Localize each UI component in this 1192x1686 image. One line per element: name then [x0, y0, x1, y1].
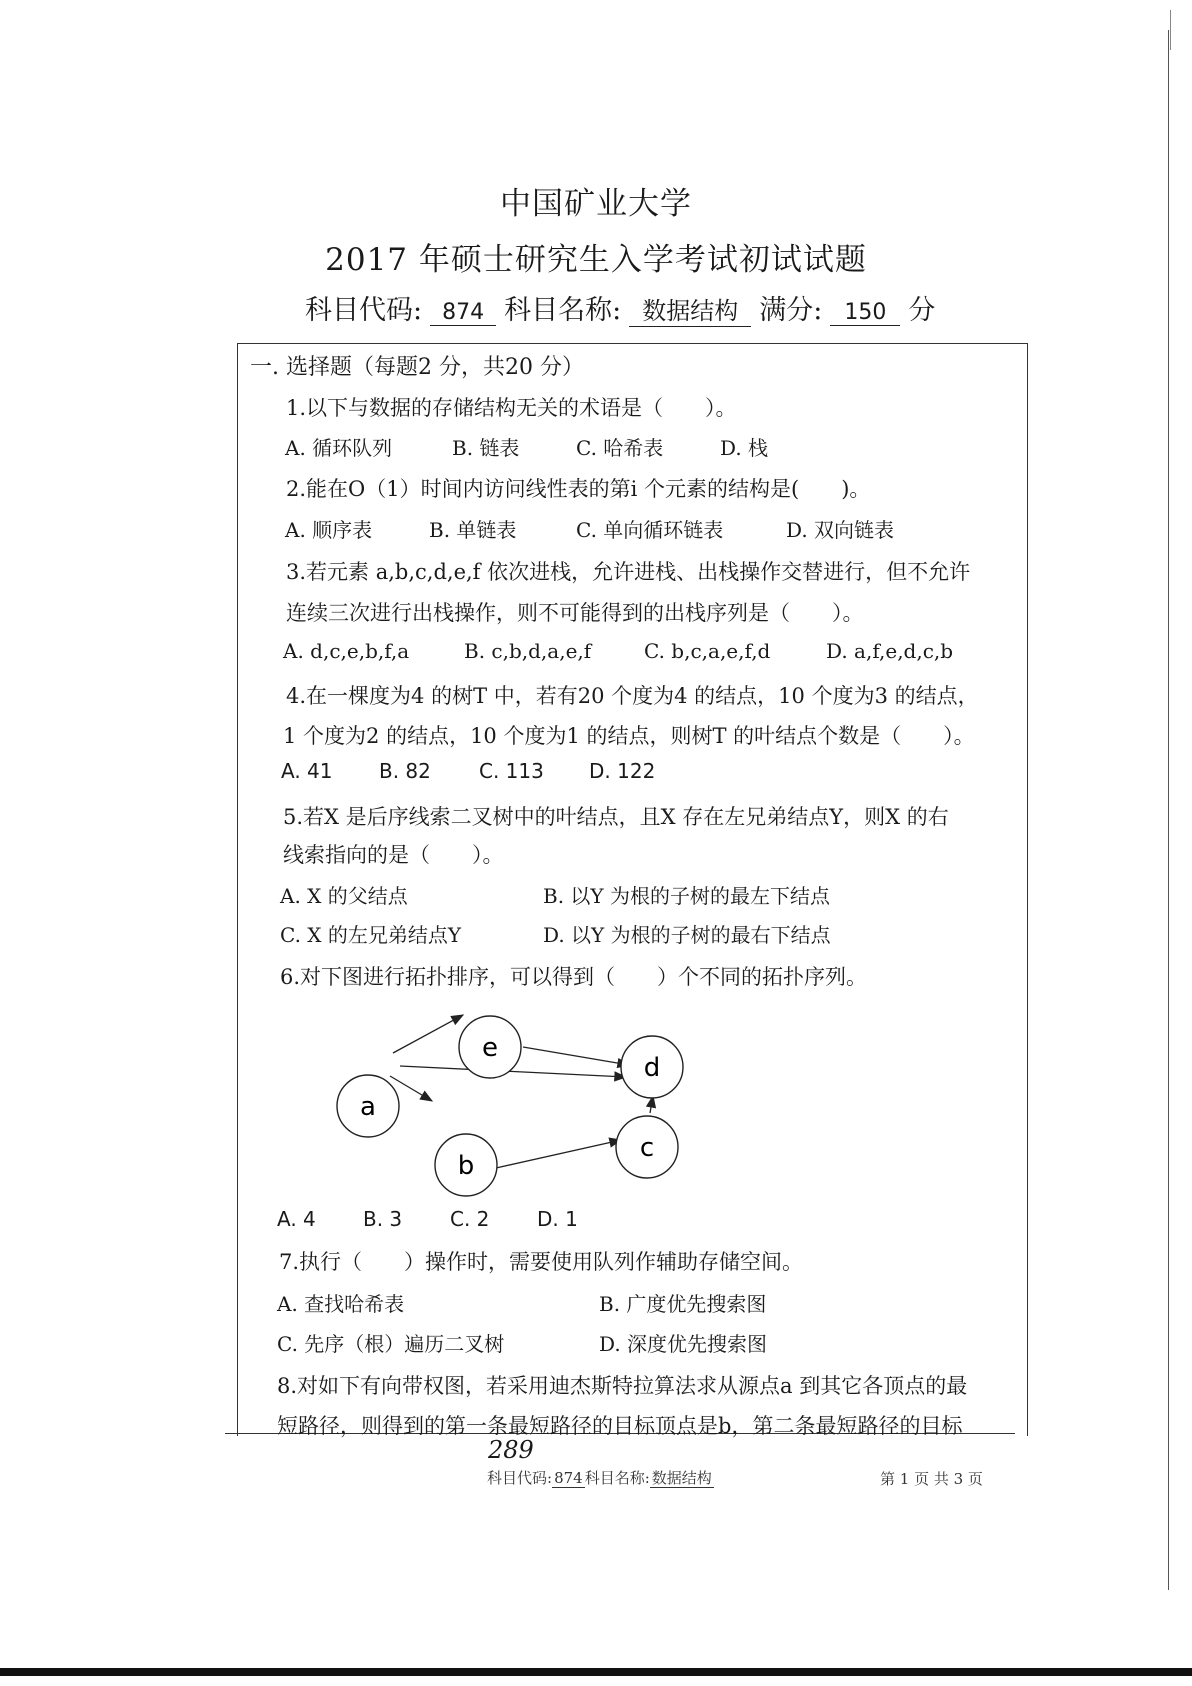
q4-stem-line2: 1 个度为2 的结点，10 个度为1 的结点，则树T 的叶结点个数是（ ）。 — [283, 724, 975, 748]
q2-option-a: A. 顺序表 — [285, 518, 373, 542]
q5-stem-line2: 线索指向的是（ ）。 — [283, 843, 504, 867]
q3-option-d: D. a,f,e,d,c,b — [826, 639, 954, 663]
q7-option-b: B. 广度优先搜索图 — [599, 1292, 767, 1316]
node-d — [621, 1036, 683, 1098]
q4-stem-line1: 4.在一棵度为4 的树T 中，若有20 个度为4 的结点，10 个度为3 的结点， — [286, 684, 979, 708]
q8-stem-line1: 8.对如下有向带权图，若采用迪杰斯特拉算法求从源点a 到其它各顶点的最 — [277, 1374, 968, 1398]
scan-bottom-edge — [0, 1668, 1192, 1676]
q3-option-c: C. b,c,a,e,f,d — [644, 639, 771, 663]
q7-stem: 7.执行（ ）操作时，需要使用队列作辅助存储空间。 — [279, 1250, 804, 1274]
q1-option-c: C. 哈希表 — [576, 436, 664, 460]
footer-page-info: 第 1 页 共 3 页 — [880, 1470, 983, 1488]
score-unit: 分 — [908, 295, 936, 326]
edge-e-d — [523, 1047, 629, 1065]
q1-option-d: D. 栈 — [720, 436, 769, 460]
q6-option-b: B. 3 — [363, 1207, 403, 1231]
q2-option-d: D. 双向链表 — [786, 518, 895, 542]
node-b — [435, 1134, 497, 1196]
node-d-label: d — [643, 1053, 661, 1083]
name-label: 科目名称: — [504, 295, 622, 326]
q5-option-d: D. 以Y 为根的子树的最右下结点 — [543, 923, 831, 947]
q4-option-b: B. 82 — [379, 759, 431, 783]
q7-option-a: A. 查找哈希表 — [277, 1292, 405, 1316]
footer-subject-info — [487, 1467, 714, 1488]
q3-option-a: A. d,c,e,b,f,a — [283, 639, 410, 663]
code-label: 科目代码: — [305, 295, 423, 326]
q6-option-c: C. 2 — [450, 1207, 490, 1231]
exam-title: 2017 年硕士研究生入学考试初试试题 — [325, 242, 867, 278]
node-e — [459, 1016, 521, 1078]
edge-a-e — [393, 1015, 463, 1053]
node-a — [337, 1075, 399, 1137]
score-value: 150 — [830, 300, 900, 326]
q6-option-a: A. 4 — [277, 1207, 316, 1231]
q4-option-d: D. 122 — [589, 759, 656, 783]
footer-name-value: 数据结构 — [651, 1469, 712, 1487]
q5-option-a: A. X 的父结点 — [280, 884, 408, 908]
q3-option-b: B. c,b,d,a,e,f — [464, 639, 592, 663]
q2-option-c: C. 单向循环链表 — [576, 518, 724, 542]
university-title: 中国矿业大学 — [500, 186, 692, 222]
node-b-label: b — [457, 1151, 475, 1181]
q7-option-c: C. 先序（根）遍历二叉树 — [277, 1332, 505, 1356]
node-c — [616, 1116, 678, 1178]
q5-option-c: C. X 的左兄弟结点Y — [280, 923, 462, 947]
footer-code-value: 874 — [554, 1469, 583, 1487]
subject-info-line — [305, 288, 935, 327]
score-label: 满分: — [759, 295, 823, 326]
q4-option-c: C. 113 — [479, 759, 544, 783]
q1-option-b: B. 链表 — [452, 436, 520, 460]
footer-name-label: 科目名称: — [584, 1469, 650, 1487]
q4-option-a: A. 41 — [281, 759, 333, 783]
edge-b-c — [496, 1140, 621, 1168]
q1-stem: 1.以下与数据的存储结构无关的术语是（ ）。 — [286, 396, 737, 420]
q3-stem-line1: 3.若元素 a,b,c,d,e,f 依次进栈，允许进栈、出栈操作交替进行，但不允许 — [286, 560, 971, 584]
code-value: 874 — [430, 300, 496, 326]
q1-option-a: A. 循环队列 — [285, 436, 393, 460]
topology-graph — [320, 1000, 720, 1210]
q3-stem-line2: 连续三次进行出栈操作，则不可能得到的出栈序列是（ ）。 — [286, 601, 864, 625]
node-c-label: c — [639, 1133, 655, 1163]
name-value: 数据结构 — [629, 291, 751, 327]
q7-option-d: D. 深度优先搜索图 — [599, 1332, 768, 1356]
section-title: 一. 选择题（每题2 分，共20 分） — [250, 355, 584, 380]
q5-option-b: B. 以Y 为根的子树的最左下结点 — [543, 884, 830, 908]
handwritten-page-number: 289 — [488, 1436, 534, 1464]
node-a-label: a — [360, 1092, 376, 1122]
q5-stem-line1: 5.若X 是后序线索二叉树中的叶结点，且X 存在左兄弟结点Y，则X 的右 — [283, 805, 949, 829]
q2-stem: 2.能在O（1）时间内访问线性表的第i 个元素的结构是( )。 — [286, 477, 871, 501]
node-e-label: e — [482, 1033, 498, 1063]
q8-stem-line2: 短路径，则得到的第一条最短路径的目标顶点是b，第二条最短路径的目标 — [277, 1414, 963, 1438]
q6-option-d: D. 1 — [537, 1207, 578, 1231]
footer-code-label: 科目代码: — [487, 1469, 553, 1487]
scan-edge-mark — [1170, 10, 1171, 50]
q2-option-b: B. 单链表 — [429, 518, 517, 542]
q6-stem: 6.对下图进行拓扑排序，可以得到（ ）个不同的拓扑序列。 — [280, 965, 868, 989]
